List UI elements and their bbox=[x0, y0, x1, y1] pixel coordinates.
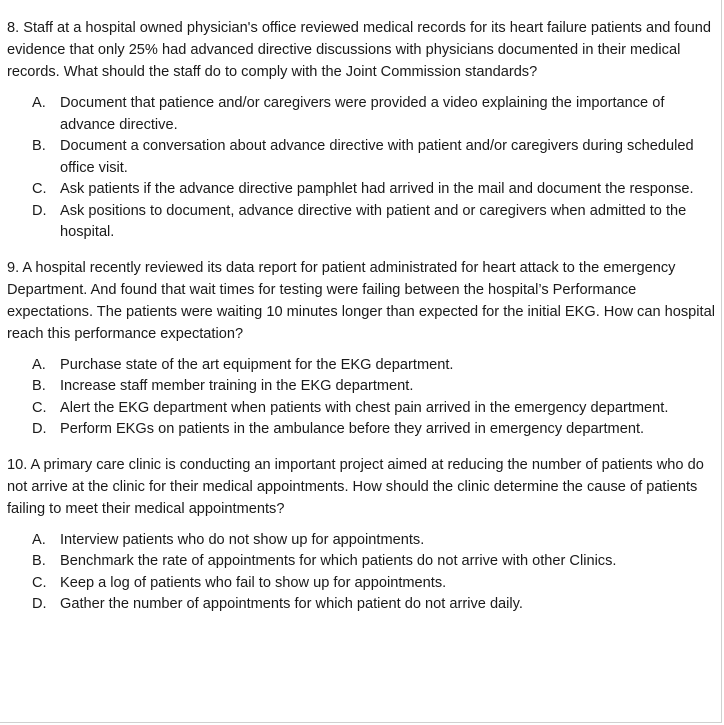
document-content bbox=[7, 17, 719, 628]
option-letter: D. bbox=[32, 421, 47, 437]
option-letter: B. bbox=[32, 378, 46, 394]
option-text: Document a conversation about advance directive with patient and/or caregivers during scheduled office visit. bbox=[60, 138, 694, 176]
option-letter: C. bbox=[32, 399, 47, 416]
answer-option-b bbox=[7, 376, 719, 398]
answer-option-a bbox=[7, 93, 719, 136]
option-letter: C. bbox=[32, 181, 47, 197]
option-text: Interview patients who do not show up for appointments. bbox=[60, 531, 425, 548]
option-letter: C. bbox=[32, 574, 47, 591]
answer-option-b bbox=[7, 136, 719, 179]
option-letter: B. bbox=[32, 553, 46, 569]
question-text: 8. Staff at a hospital owned physician's office reviewed medical records for its heart failure patients and found evidence that only 25% had advanced directive discussions with physicians documented in their medical records. What should the staff do to comply with the Joint Commission standards? bbox=[7, 20, 711, 80]
option-letter: A. bbox=[32, 531, 46, 548]
answer-option-d bbox=[7, 201, 719, 244]
answer-option-d bbox=[7, 594, 719, 616]
option-text: Benchmark the rate of appointments for which patients do not arrive with other Clinics. bbox=[60, 553, 617, 569]
option-letter: B. bbox=[32, 138, 46, 154]
question-10 bbox=[7, 454, 719, 616]
question-8 bbox=[7, 17, 719, 244]
answer-option-b bbox=[7, 551, 719, 573]
option-text: Increase staff member training in the EKG department. bbox=[60, 378, 414, 394]
option-letter: D. bbox=[32, 202, 47, 219]
answer-option-a bbox=[7, 355, 719, 377]
option-text: Gather the number of appointments for which patient do not arrive daily. bbox=[60, 596, 523, 612]
answer-option-a bbox=[7, 530, 719, 552]
question-9 bbox=[7, 257, 719, 441]
option-letter: D. bbox=[32, 596, 47, 612]
option-letter: A. bbox=[32, 356, 46, 373]
option-text: Ask positions to document, advance directive with patient and or caregivers when admitted to the hospital. bbox=[60, 202, 687, 240]
answer-options bbox=[7, 355, 719, 441]
answer-option-c bbox=[7, 179, 719, 201]
option-letter: A. bbox=[32, 95, 46, 111]
question-text: 9. A hospital recently reviewed its data report for patient administrated for heart attack to the emergency Department. And found that wait times for testing were failing between the hospital’s Performance expectations. The patients were waiting 10 minutes longer than expected for the initial EKG. How can hospital reach this performance expectation? bbox=[7, 259, 715, 342]
answer-options bbox=[7, 530, 719, 616]
option-text: Purchase state of the art equipment for the EKG department. bbox=[60, 356, 454, 373]
answer-option-d bbox=[7, 419, 719, 441]
option-text: Alert the EKG department when patients with chest pain arrived in the emergency department. bbox=[60, 399, 669, 416]
option-text: Document that patience and/or caregivers were provided a video explaining the importance of advance directive. bbox=[60, 95, 665, 133]
option-text: Perform EKGs on patients in the ambulance before they arrived in emergency department. bbox=[60, 421, 645, 437]
option-text: Ask patients if the advance directive pamphlet had arrived in the mail and document the response. bbox=[60, 181, 694, 197]
option-text: Keep a log of patients who fail to show up for appointments. bbox=[60, 574, 447, 591]
answer-option-c bbox=[7, 573, 719, 595]
answer-options bbox=[7, 93, 719, 244]
question-text: 10. A primary care clinic is conducting an important project aimed at reducing the number of patients who do not arrive at the clinic for their medical appointments. How should the clinic determine the cause of patients failing to meet their medical appointments? bbox=[7, 456, 704, 517]
answer-option-c bbox=[7, 398, 719, 420]
